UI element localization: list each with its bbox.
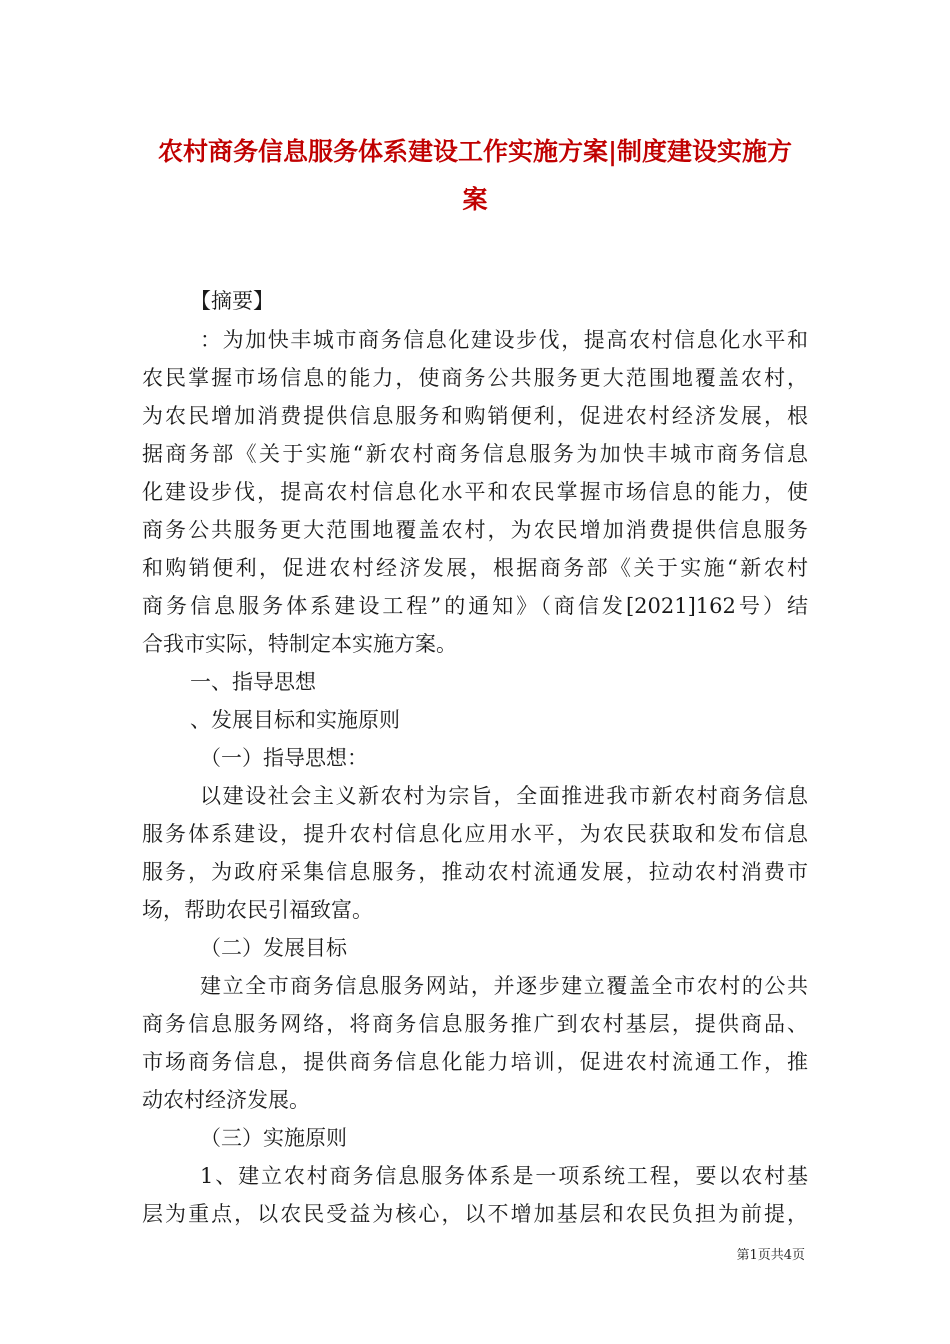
- document-title-line-1: 农村商务信息服务体系建设工作实施方案|制度建设实施方: [157, 137, 793, 166]
- abstract-label: 【摘要】: [190, 289, 274, 313]
- paragraph-line: 市场商务信息，提供商务信息化能力培训，促进农村流通工作，推: [142, 1050, 808, 1074]
- abstract-line: 据商务部《关于实施“新农村商务信息服务为加快丰城市商务信息: [142, 442, 808, 466]
- section-heading-1: 一、指导思想: [190, 670, 316, 694]
- page-number-footer: 第1页共4页: [736, 1248, 805, 1263]
- paragraph-line: 动农村经济发展。: [142, 1088, 310, 1112]
- paragraph-line: 服务，为政府采集信息服务，推动农村流通发展，拉动农村消费市: [142, 860, 808, 884]
- section-heading-2: 、发展目标和实施原则: [190, 708, 400, 732]
- paragraph-line: 以建设社会主义新农村为宗旨，全面推进我市新农村商务信息: [200, 784, 808, 808]
- abstract-line: 合我市实际，特制定本实施方案。: [142, 632, 457, 656]
- paragraph-line: 建立全市商务信息服务网站，并逐步建立覆盖全市农村的公共: [200, 974, 808, 998]
- paragraph-line: 服务体系建设，提升农村信息化应用水平，为农民获取和发布信息: [142, 822, 808, 846]
- paragraph-line: 层为重点，以农民受益为核心，以不增加基层和农民负担为前提，: [142, 1202, 808, 1226]
- document-title-line-2: 案: [462, 185, 488, 214]
- paragraph-line: 商务信息服务网络，将商务信息服务推广到农村基层，提供商品、: [142, 1012, 808, 1036]
- paragraph-line: 场，帮助农民引福致富。: [142, 898, 373, 922]
- subsection-heading-2: （二）发展目标: [200, 936, 347, 960]
- abstract-line: 化建设步伐，提高农村信息化水平和农民掌握市场信息的能力，使: [142, 480, 808, 504]
- abstract-line: 商务公共服务更大范围地覆盖农村，为农民增加消费提供信息服务: [142, 518, 808, 542]
- abstract-line: 和购销便利，促进农村经济发展，根据商务部《关于实施“新农村: [142, 556, 808, 580]
- subsection-heading-1: （一）指导思想：: [200, 746, 368, 770]
- subsection-heading-3: （三）实施原则: [200, 1126, 347, 1150]
- abstract-line: ：为加快丰城市商务信息化建设步伐，提高农村信息化水平和: [200, 328, 808, 352]
- abstract-line: 农民掌握市场信息的能力，使商务公共服务更大范围地覆盖农村，: [142, 366, 808, 390]
- abstract-line: 为农民增加消费提供信息服务和购销便利，促进农村经济发展，根: [142, 404, 808, 428]
- paragraph-line: 1、建立农村商务信息服务体系是一项系统工程，要以农村基: [200, 1164, 808, 1188]
- abstract-line: 商务信息服务体系建设工程”的通知》（商信发[2021]162号）结: [142, 594, 808, 618]
